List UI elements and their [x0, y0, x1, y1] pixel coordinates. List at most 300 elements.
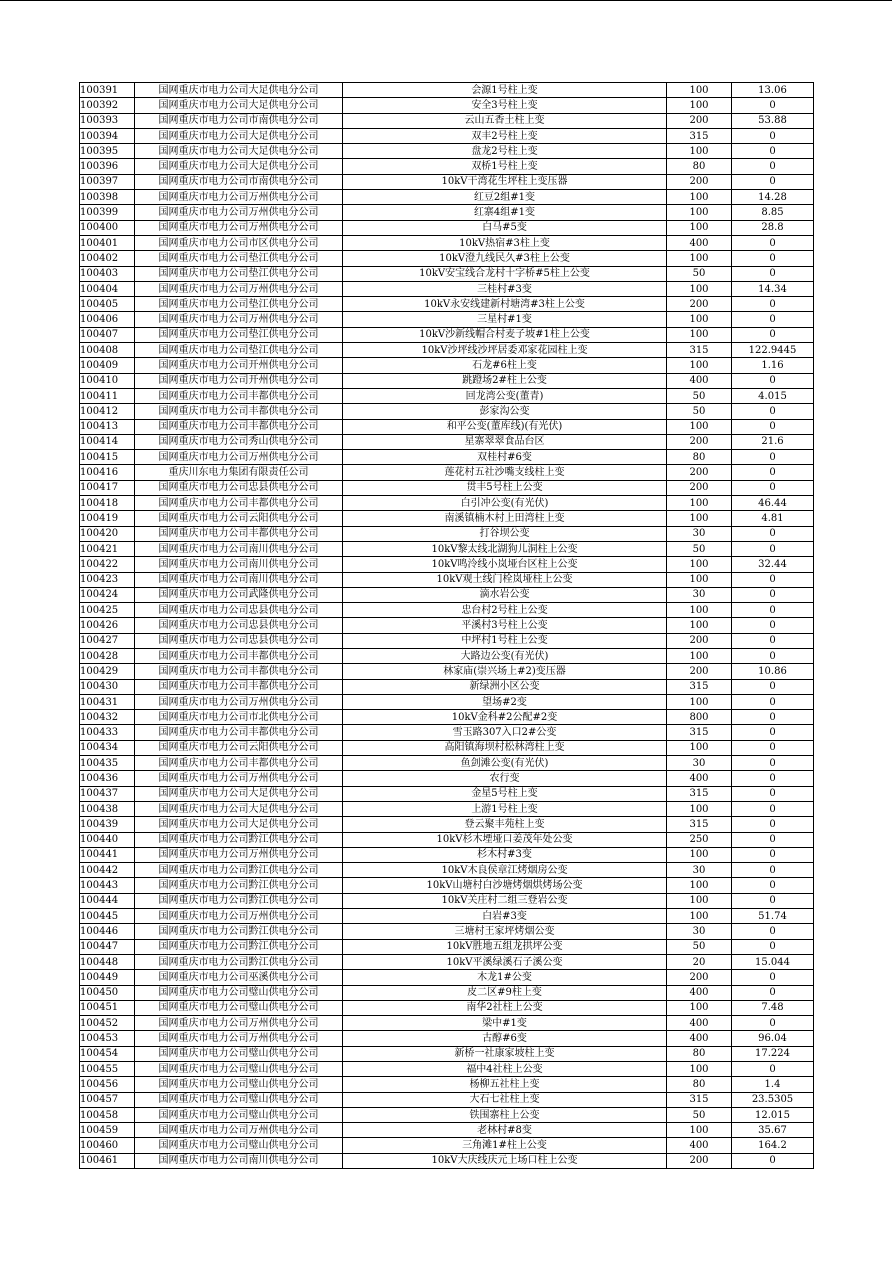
row-capacity: 30 [667, 863, 732, 878]
row-station-name: 望场#2变 [343, 694, 667, 709]
table-row [80, 541, 814, 556]
row-id: 100448 [80, 954, 135, 969]
row-value: 0 [732, 603, 814, 618]
row-capacity: 400 [667, 1138, 732, 1153]
row-id: 100450 [80, 985, 135, 1000]
row-value: 0 [732, 174, 814, 189]
row-capacity: 400 [667, 1016, 732, 1031]
row-company: 国网重庆市电力公司丰都供电分公司 [135, 725, 343, 740]
row-station-name: 杨柳五社柱上变 [343, 1077, 667, 1092]
row-company: 国网重庆市电力公司丰都供电分公司 [135, 419, 343, 434]
table-row [80, 664, 814, 679]
row-company: 国网重庆市电力公司垫江供电分公司 [135, 327, 343, 342]
row-company: 国网重庆市电力公司丰都供电分公司 [135, 648, 343, 663]
table-row [80, 817, 814, 832]
row-station-name: 莲花村五社沙嘴支线柱上变 [343, 465, 667, 480]
row-capacity: 50 [667, 388, 732, 403]
table-row [80, 404, 814, 419]
row-capacity: 100 [667, 327, 732, 342]
row-id: 100432 [80, 710, 135, 725]
row-company: 国网重庆市电力公司大足供电分公司 [135, 128, 343, 143]
row-value: 0 [732, 801, 814, 816]
row-value: 0 [732, 404, 814, 419]
row-company: 国网重庆市电力公司南川供电分公司 [135, 541, 343, 556]
row-capacity: 315 [667, 1092, 732, 1107]
row-station-name: 10kV关庄村二组三登岩公变 [343, 893, 667, 908]
row-station-name: 梁中#1变 [343, 1016, 667, 1031]
row-capacity: 200 [667, 664, 732, 679]
row-value: 17.224 [732, 1046, 814, 1061]
table-row [80, 740, 814, 755]
row-company: 国网重庆市电力公司黔江供电分公司 [135, 863, 343, 878]
row-id: 100412 [80, 404, 135, 419]
row-station-name: 10kV沙新线帽合村麦子坡#1柱上公变 [343, 327, 667, 342]
table-row [80, 1092, 814, 1107]
row-station-name: 三塘村王家坪烤烟公变 [343, 924, 667, 939]
row-id: 100456 [80, 1077, 135, 1092]
row-value: 0 [732, 541, 814, 556]
table-row [80, 694, 814, 709]
row-station-name: 10kV热宿#3柱上变 [343, 235, 667, 250]
row-station-name: 忠台村2号柱上公变 [343, 603, 667, 618]
row-capacity: 100 [667, 618, 732, 633]
row-id: 100440 [80, 832, 135, 847]
row-company: 国网重庆市电力公司云阳供电分公司 [135, 511, 343, 526]
row-company: 国网重庆市电力公司大足供电分公司 [135, 817, 343, 832]
row-value: 0 [732, 159, 814, 174]
row-capacity: 400 [667, 985, 732, 1000]
row-company: 国网重庆市电力公司万州供电分公司 [135, 909, 343, 924]
row-company: 国网重庆市电力公司丰都供电分公司 [135, 388, 343, 403]
row-company: 国网重庆市电力公司丰都供电分公司 [135, 526, 343, 541]
row-id: 100454 [80, 1046, 135, 1061]
row-value: 0 [732, 756, 814, 771]
row-company: 国网重庆市电力公司南川供电分公司 [135, 572, 343, 587]
table-row [80, 251, 814, 266]
row-value: 4.015 [732, 388, 814, 403]
row-id: 100446 [80, 924, 135, 939]
row-station-name: 10kV木良侯章江烤烟房公变 [343, 863, 667, 878]
row-id: 100437 [80, 786, 135, 801]
row-capacity: 315 [667, 817, 732, 832]
table-row [80, 220, 814, 235]
row-station-name: 三角滩1#柱上公变 [343, 1138, 667, 1153]
table-row [80, 511, 814, 526]
row-company: 国网重庆市电力公司万州供电分公司 [135, 1123, 343, 1138]
row-id: 100407 [80, 327, 135, 342]
table-row [80, 756, 814, 771]
table-row [80, 128, 814, 143]
row-value: 0 [732, 144, 814, 159]
row-id: 100460 [80, 1138, 135, 1153]
row-capacity: 100 [667, 144, 732, 159]
table-row [80, 801, 814, 816]
row-value: 0 [732, 939, 814, 954]
row-company: 国网重庆市电力公司万州供电分公司 [135, 694, 343, 709]
transformer-table [79, 82, 814, 1169]
row-id: 100406 [80, 312, 135, 327]
row-id: 100449 [80, 970, 135, 985]
row-value: 0 [732, 450, 814, 465]
row-value: 0 [732, 694, 814, 709]
table-row [80, 1046, 814, 1061]
row-company: 国网重庆市电力公司璧山供电分公司 [135, 1092, 343, 1107]
row-capacity: 100 [667, 358, 732, 373]
row-capacity: 100 [667, 801, 732, 816]
row-station-name: 老林村#8变 [343, 1123, 667, 1138]
row-company: 国网重庆市电力公司璧山供电分公司 [135, 985, 343, 1000]
row-station-name: 盘龙2号柱上变 [343, 144, 667, 159]
row-station-name: 会源1号柱上变 [343, 83, 667, 98]
table-row [80, 710, 814, 725]
table-row [80, 312, 814, 327]
row-station-name: 红寨4组#1变 [343, 205, 667, 220]
table-row [80, 266, 814, 281]
table-row [80, 1000, 814, 1015]
row-capacity: 50 [667, 939, 732, 954]
row-value: 0 [732, 1153, 814, 1168]
row-id: 100414 [80, 434, 135, 449]
table-row [80, 465, 814, 480]
row-value: 96.04 [732, 1031, 814, 1046]
row-company: 国网重庆市电力公司开州供电分公司 [135, 373, 343, 388]
row-company: 国网重庆市电力公司忠县供电分公司 [135, 633, 343, 648]
row-value: 0 [732, 924, 814, 939]
row-id: 100436 [80, 771, 135, 786]
row-station-name: 铁围寨柱上公变 [343, 1107, 667, 1122]
table-row [80, 557, 814, 572]
row-company: 国网重庆市电力公司黔江供电分公司 [135, 939, 343, 954]
row-company: 国网重庆市电力公司南川供电分公司 [135, 557, 343, 572]
table-row [80, 648, 814, 663]
row-value: 0 [732, 572, 814, 587]
table-row [80, 373, 814, 388]
row-value: 1.4 [732, 1077, 814, 1092]
row-station-name: 彭家沟公变 [343, 404, 667, 419]
row-capacity: 200 [667, 297, 732, 312]
row-id: 100424 [80, 587, 135, 602]
row-value: 0 [732, 98, 814, 113]
row-company: 国网重庆市电力公司万州供电分公司 [135, 1016, 343, 1031]
row-id: 100435 [80, 756, 135, 771]
row-station-name: 10kV胜地五组龙拱坪公变 [343, 939, 667, 954]
row-company: 国网重庆市电力公司万州供电分公司 [135, 220, 343, 235]
row-capacity: 315 [667, 725, 732, 740]
row-company: 国网重庆市电力公司大足供电分公司 [135, 98, 343, 113]
row-id: 100451 [80, 1000, 135, 1015]
row-id: 100405 [80, 297, 135, 312]
table-row [80, 909, 814, 924]
row-value: 0 [732, 327, 814, 342]
table-row [80, 144, 814, 159]
row-value: 164.2 [732, 1138, 814, 1153]
row-company: 国网重庆市电力公司黔江供电分公司 [135, 924, 343, 939]
row-value: 4.81 [732, 511, 814, 526]
table-row [80, 388, 814, 403]
row-value: 0 [732, 618, 814, 633]
table-row [80, 174, 814, 189]
table-row [80, 725, 814, 740]
table-row [80, 190, 814, 205]
row-station-name: 南华2社柱上公变 [343, 1000, 667, 1015]
row-value: 0 [732, 970, 814, 985]
row-value: 0 [732, 419, 814, 434]
row-company: 国网重庆市电力公司万州供电分公司 [135, 205, 343, 220]
table-row [80, 603, 814, 618]
row-id: 100395 [80, 144, 135, 159]
row-capacity: 80 [667, 1046, 732, 1061]
row-id: 100431 [80, 694, 135, 709]
row-capacity: 100 [667, 83, 732, 98]
row-company: 国网重庆市电力公司璧山供电分公司 [135, 1077, 343, 1092]
row-company: 国网重庆市电力公司丰都供电分公司 [135, 664, 343, 679]
row-id: 100425 [80, 603, 135, 618]
row-capacity: 100 [667, 190, 732, 205]
row-station-name: 跳蹬场2#柱上公变 [343, 373, 667, 388]
row-station-name: 中坪村1号柱上公变 [343, 633, 667, 648]
row-value: 0 [732, 587, 814, 602]
row-company: 国网重庆市电力公司忠县供电分公司 [135, 480, 343, 495]
row-value: 0 [732, 740, 814, 755]
row-capacity: 100 [667, 419, 732, 434]
table-row [80, 496, 814, 511]
row-company: 国网重庆市电力公司丰都供电分公司 [135, 404, 343, 419]
row-value: 0 [732, 786, 814, 801]
table-row [80, 480, 814, 495]
row-capacity: 50 [667, 266, 732, 281]
row-capacity: 100 [667, 740, 732, 755]
row-station-name: 鱼剑滩公变(有光伏) [343, 756, 667, 771]
row-id: 100439 [80, 817, 135, 832]
row-company: 国网重庆市电力公司黔江供电分公司 [135, 893, 343, 908]
row-id: 100408 [80, 343, 135, 358]
row-station-name: 白岩#3变 [343, 909, 667, 924]
row-station-name: 双桥1号柱上变 [343, 159, 667, 174]
table-row [80, 83, 814, 98]
row-station-name: 高阳镇海坝村松林湾柱上变 [343, 740, 667, 755]
table-row [80, 343, 814, 358]
row-id: 100426 [80, 618, 135, 633]
table-row [80, 1031, 814, 1046]
row-capacity: 200 [667, 970, 732, 985]
row-id: 100441 [80, 847, 135, 862]
row-id: 100419 [80, 511, 135, 526]
table-row [80, 878, 814, 893]
row-id: 100391 [80, 83, 135, 98]
row-id: 100429 [80, 664, 135, 679]
row-id: 100399 [80, 205, 135, 220]
row-id: 100396 [80, 159, 135, 174]
row-company: 国网重庆市电力公司忠县供电分公司 [135, 603, 343, 618]
row-id: 100393 [80, 113, 135, 128]
row-value: 122.9445 [732, 343, 814, 358]
row-value: 0 [732, 878, 814, 893]
row-value: 21.6 [732, 434, 814, 449]
row-station-name: 10kV平溪绿溪石子溪公变 [343, 954, 667, 969]
row-company: 国网重庆市电力公司南川供电分公司 [135, 1153, 343, 1168]
row-company: 国网重庆市电力公司垫江供电分公司 [135, 251, 343, 266]
row-id: 100401 [80, 235, 135, 250]
row-company: 国网重庆市电力公司武隆供电分公司 [135, 587, 343, 602]
table-row [80, 434, 814, 449]
row-value: 0 [732, 297, 814, 312]
row-station-name: 皮二区#9柱上变 [343, 985, 667, 1000]
row-station-name: 打谷坝公变 [343, 526, 667, 541]
row-capacity: 30 [667, 526, 732, 541]
row-id: 100430 [80, 679, 135, 694]
row-id: 100411 [80, 388, 135, 403]
row-company: 国网重庆市电力公司黔江供电分公司 [135, 954, 343, 969]
row-station-name: 福中4社柱上公变 [343, 1062, 667, 1077]
row-value: 13.06 [732, 83, 814, 98]
row-station-name: 贯丰5号柱上公变 [343, 480, 667, 495]
table-row [80, 863, 814, 878]
row-capacity: 100 [667, 603, 732, 618]
row-station-name: 10kV黎太线北湖狗儿洞柱上公变 [343, 541, 667, 556]
table-row [80, 450, 814, 465]
row-value: 0 [732, 847, 814, 862]
table-row [80, 1123, 814, 1138]
row-company: 国网重庆市电力公司璧山供电分公司 [135, 1138, 343, 1153]
row-capacity: 100 [667, 496, 732, 511]
row-capacity: 80 [667, 1077, 732, 1092]
row-station-name: 10kV鸣泠线小岚垭台区柱上公变 [343, 557, 667, 572]
table-row [80, 893, 814, 908]
row-id: 100434 [80, 740, 135, 755]
row-capacity: 100 [667, 847, 732, 862]
row-station-name: 平溪村3号柱上公变 [343, 618, 667, 633]
table-row [80, 771, 814, 786]
row-station-name: 林家庙(崇兴场上#2)变压器 [343, 664, 667, 679]
row-station-name: 云山五香土柱上变 [343, 113, 667, 128]
row-company: 国网重庆市电力公司垫江供电分公司 [135, 266, 343, 281]
row-station-name: 杉木村#3变 [343, 847, 667, 862]
row-value: 0 [732, 648, 814, 663]
row-station-name: 10kV干湾花生坪柱上变压器 [343, 174, 667, 189]
row-value: 0 [732, 633, 814, 648]
row-company: 国网重庆市电力公司丰都供电分公司 [135, 496, 343, 511]
row-capacity: 200 [667, 633, 732, 648]
row-value: 1.16 [732, 358, 814, 373]
row-id: 100397 [80, 174, 135, 189]
row-capacity: 200 [667, 480, 732, 495]
row-value: 0 [732, 266, 814, 281]
row-id: 100398 [80, 190, 135, 205]
row-capacity: 250 [667, 832, 732, 847]
row-company: 国网重庆市电力公司开州供电分公司 [135, 358, 343, 373]
row-station-name: 古醇#6变 [343, 1031, 667, 1046]
table-row [80, 985, 814, 1000]
row-station-name: 红豆2组#1变 [343, 190, 667, 205]
row-capacity: 100 [667, 220, 732, 235]
row-capacity: 80 [667, 159, 732, 174]
row-company: 国网重庆市电力公司忠县供电分公司 [135, 618, 343, 633]
row-company: 国网重庆市电力公司黔江供电分公司 [135, 832, 343, 847]
row-capacity: 100 [667, 557, 732, 572]
row-capacity: 100 [667, 1123, 732, 1138]
table-row [80, 939, 814, 954]
row-company: 国网重庆市电力公司大足供电分公司 [135, 159, 343, 174]
row-station-name: 星寨翠翠食品台区 [343, 434, 667, 449]
row-id: 100409 [80, 358, 135, 373]
row-id: 100422 [80, 557, 135, 572]
row-capacity: 200 [667, 434, 732, 449]
row-id: 100433 [80, 725, 135, 740]
row-station-name: 木龙1#公变 [343, 970, 667, 985]
row-id: 100447 [80, 939, 135, 954]
row-station-name: 白马#5变 [343, 220, 667, 235]
row-company: 国网重庆市电力公司云阳供电分公司 [135, 740, 343, 755]
row-id: 100455 [80, 1062, 135, 1077]
row-capacity: 100 [667, 312, 732, 327]
row-id: 100403 [80, 266, 135, 281]
row-station-name: 三桂村#3变 [343, 281, 667, 296]
row-company: 国网重庆市电力公司万州供电分公司 [135, 281, 343, 296]
row-company: 国网重庆市电力公司垫江供电分公司 [135, 343, 343, 358]
row-id: 100404 [80, 281, 135, 296]
row-capacity: 200 [667, 465, 732, 480]
row-station-name: 登云聚丰苑柱上变 [343, 817, 667, 832]
row-capacity: 315 [667, 679, 732, 694]
table-row [80, 970, 814, 985]
row-capacity: 315 [667, 786, 732, 801]
row-value: 51.74 [732, 909, 814, 924]
row-value: 0 [732, 373, 814, 388]
row-capacity: 30 [667, 756, 732, 771]
row-value: 0 [732, 1062, 814, 1077]
row-id: 100415 [80, 450, 135, 465]
row-station-name: 安全3号柱上变 [343, 98, 667, 113]
row-station-name: 10kV山塘村白沙塘烤烟烘烤场公变 [343, 878, 667, 893]
row-company: 国网重庆市电力公司垫江供电分公司 [135, 297, 343, 312]
row-value: 0 [732, 817, 814, 832]
row-value: 0 [732, 1016, 814, 1031]
row-station-name: 大路边公变(有光伏) [343, 648, 667, 663]
row-id: 100428 [80, 648, 135, 663]
row-value: 8.85 [732, 205, 814, 220]
row-value: 0 [732, 465, 814, 480]
table-row [80, 419, 814, 434]
row-value: 0 [732, 832, 814, 847]
row-id: 100423 [80, 572, 135, 587]
row-value: 12.015 [732, 1107, 814, 1122]
row-id: 100416 [80, 465, 135, 480]
row-capacity: 100 [667, 909, 732, 924]
row-station-name: 10kV澄九线民久#3柱上公变 [343, 251, 667, 266]
row-id: 100442 [80, 863, 135, 878]
row-id: 100438 [80, 801, 135, 816]
row-value: 0 [732, 771, 814, 786]
row-station-name: 双桂村#6变 [343, 450, 667, 465]
row-value: 0 [732, 480, 814, 495]
row-capacity: 400 [667, 373, 732, 388]
row-company: 国网重庆市电力公司黔江供电分公司 [135, 878, 343, 893]
row-value: 10.86 [732, 664, 814, 679]
row-station-name: 10kV安宝线合龙村十字桥#5柱上公变 [343, 266, 667, 281]
row-value: 0 [732, 863, 814, 878]
row-value: 0 [732, 251, 814, 266]
row-company: 国网重庆市电力公司大足供电分公司 [135, 83, 343, 98]
row-company: 国网重庆市电力公司璧山供电分公司 [135, 1046, 343, 1061]
table-row [80, 1138, 814, 1153]
row-capacity: 30 [667, 587, 732, 602]
row-capacity: 400 [667, 1031, 732, 1046]
row-company: 国网重庆市电力公司万州供电分公司 [135, 312, 343, 327]
row-value: 0 [732, 312, 814, 327]
row-value: 0 [732, 710, 814, 725]
table-row [80, 633, 814, 648]
row-value: 23.5305 [732, 1092, 814, 1107]
